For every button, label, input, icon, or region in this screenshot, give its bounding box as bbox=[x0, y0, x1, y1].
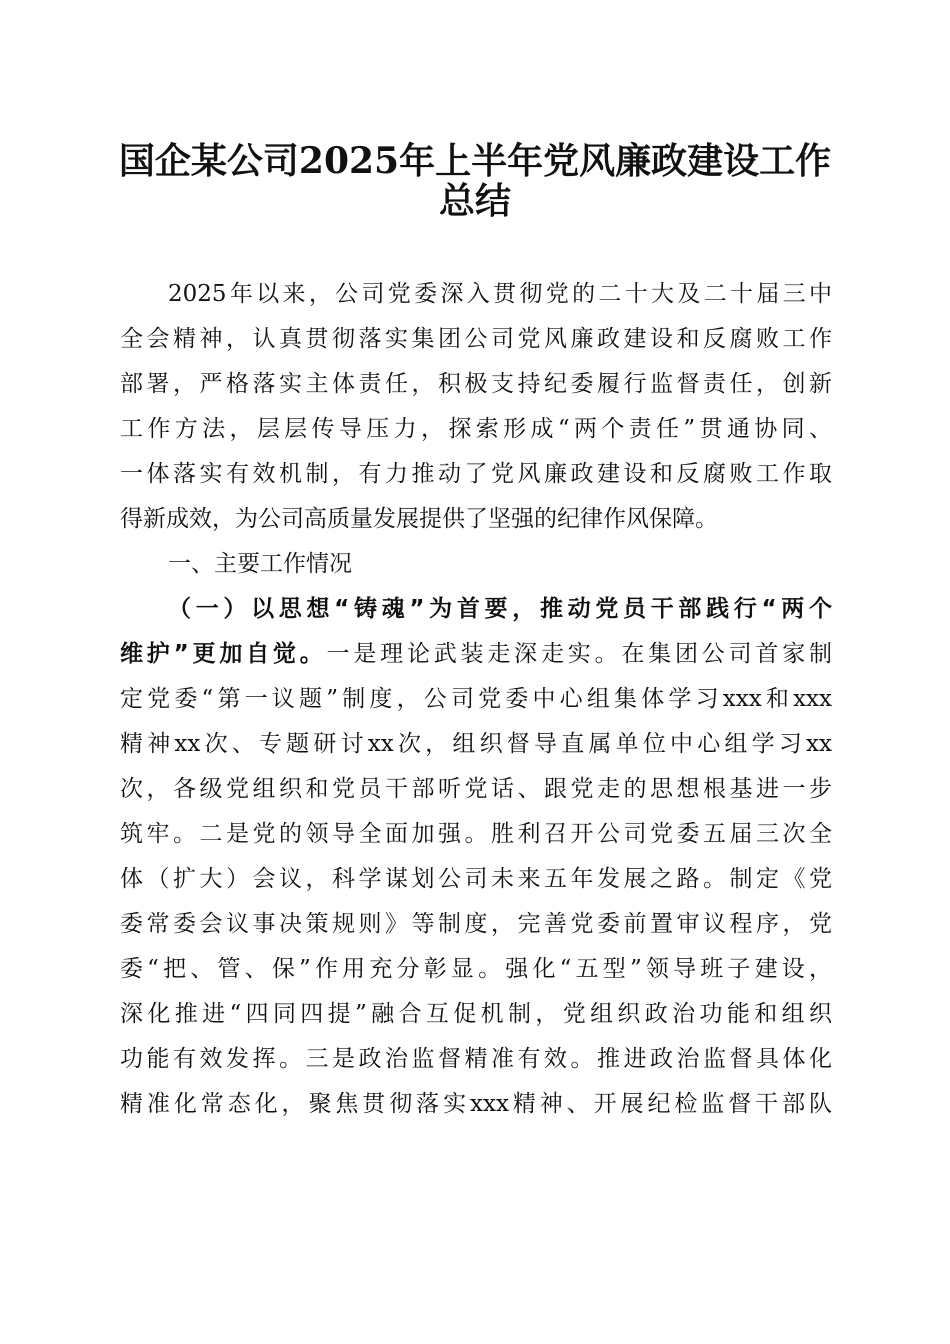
body-line: 次，各级党组织和党员干部听党话、跟党走的思想根基进一步 bbox=[120, 776, 832, 802]
intro-line: 工作方法，层层传导压力，探索形成“两个责任”贯通协同、 bbox=[120, 416, 832, 442]
body-line: 精神xx次、专题研讨xx次，组织督导直属单位中心组学习xx bbox=[120, 731, 832, 757]
document-title-line-1: 国企某公司2025年上半年党风廉政建设工作 bbox=[118, 140, 832, 182]
section-heading: 一、主要工作情况 bbox=[168, 551, 352, 577]
body-line: 深化推进“四同四提”融合互促机制，党组织政治功能和组织 bbox=[120, 1001, 832, 1027]
intro-line: 2025年以来，公司党委深入贯彻党的二十大及二十届三中 bbox=[168, 281, 832, 307]
intro-line: 一体落实有效机制，有力推动了党风廉政建设和反腐败工作取 bbox=[120, 461, 832, 487]
body-line: 定党委“第一议题”制度，公司党委中心组集体学习xxx和xxx bbox=[120, 686, 832, 712]
document-title-line-2: 总结 bbox=[438, 180, 511, 222]
body-line: 筑牢。二是党的领导全面加强。胜利召开公司党委五届三次全 bbox=[120, 821, 832, 847]
body-line: 委常委会议事决策规则》等制度，完善党委前置审议程序，党 bbox=[120, 911, 832, 937]
body-text: 一是理论武装走深走实。在集团公司首家制 bbox=[326, 641, 832, 667]
body-line: 体（扩大）会议，科学谋划公司未来五年发展之路。制定《党 bbox=[120, 866, 832, 892]
intro-line: 全会精神，认真贯彻落实集团公司党风廉政建设和反腐败工作 bbox=[120, 326, 832, 352]
intro-line: 得新成效，为公司高质量发展提供了坚强的纪律作风保障。 bbox=[120, 506, 718, 532]
subsection-heading-line: （一）以思想“铸魂”为首要，推动党员干部践行“两个 bbox=[168, 596, 832, 622]
body-line: 功能有效发挥。三是政治监督精准有效。推进政治监督具体化 bbox=[120, 1046, 832, 1072]
body-line: 委“把、管、保”作用充分彰显。强化“五型”领导班子建设， bbox=[120, 956, 832, 982]
body-line: 精准化常态化，聚焦贯彻落实xxx精神、开展纪检监督干部队 bbox=[120, 1091, 832, 1117]
intro-line: 部署，严格落实主体责任，积极支持纪委履行监督责任，创新 bbox=[120, 371, 832, 397]
subsection-heading-tail: 维护”更加自觉。 bbox=[120, 641, 327, 667]
subsection-heading-line-2 bbox=[120, 639, 832, 669]
